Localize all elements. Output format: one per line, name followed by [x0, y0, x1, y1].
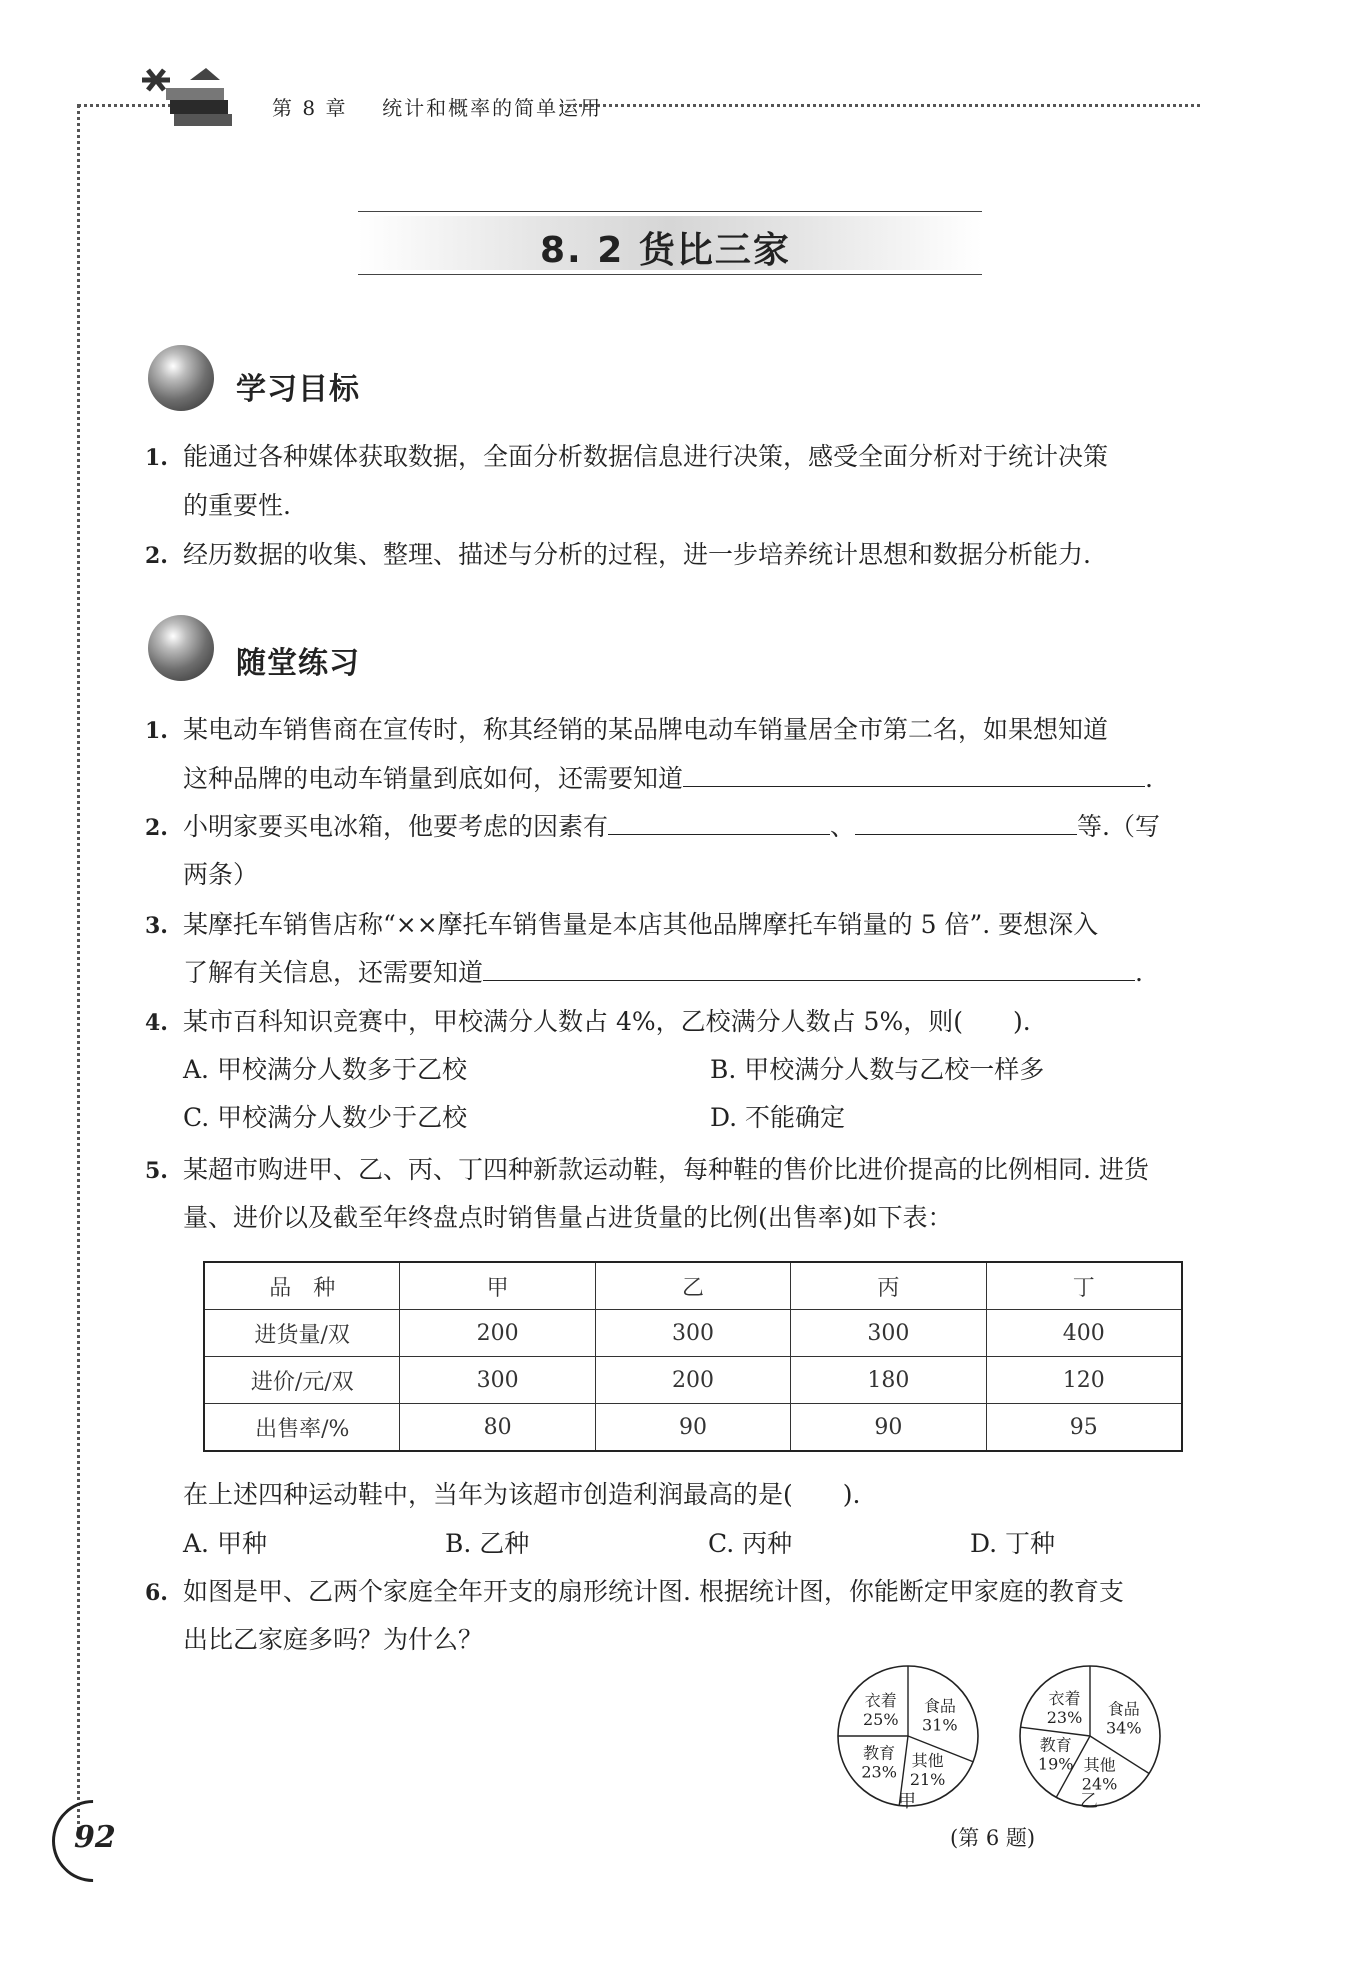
- chapter-header: [272, 92, 602, 121]
- q5-line-1: 某超市购进甲、乙、丙、丁四种新款运动鞋，每种鞋的售价比进价提高的比例相同. 进货: [183, 1155, 1149, 1184]
- pie-name-jia: 甲: [898, 1791, 916, 1812]
- chapter-title: 统计和概率的简单运用: [382, 96, 603, 120]
- table-cell: 300: [791, 1310, 986, 1357]
- q1-end: .: [1145, 764, 1153, 793]
- q4-option-d[interactable]: D. 不能确定: [710, 1103, 846, 1132]
- goal-1-number: 1.: [145, 445, 168, 471]
- q2-answer-blank-1[interactable]: [608, 810, 830, 835]
- goal-1-line-1: 能通过各种媒体获取数据，全面分析数据信息进行决策，感受全面分析对于统计决策: [183, 442, 1109, 471]
- pie-slice-label: 教育: [1039, 1735, 1072, 1755]
- table-row-label: 进价/元/双: [204, 1357, 400, 1404]
- q5-data-table: [203, 1261, 1183, 1452]
- table-header-row: [204, 1262, 1182, 1310]
- q1-line-2-text: 这种品牌的电动车销量到底如何，还需要知道: [183, 764, 684, 793]
- pie-slice-label: 衣着: [1048, 1689, 1081, 1709]
- table-header-cell: 丙: [791, 1262, 986, 1310]
- q6-number: 6.: [145, 1580, 168, 1606]
- title-rule-top: [358, 211, 982, 212]
- q6-line-1: 如图是甲、乙两个家庭全年开支的扇形统计图. 根据统计图，你能断定甲家庭的教育支: [183, 1577, 1124, 1606]
- q2-line-1-text: 小明家要买电冰箱，他要考虑的因素有: [183, 812, 609, 841]
- pie-slice-value: 34%: [1105, 1718, 1142, 1738]
- q4-stem: 某市百科知识竞赛中，甲校满分人数占 4%，乙校满分人数占 5%，则( ).: [183, 1007, 1031, 1036]
- table-cell: 120: [986, 1357, 1182, 1404]
- pie-slice-value: 19%: [1037, 1754, 1074, 1774]
- q1-line-1: 某电动车销售商在宣传时，称其经销的某品牌电动车销量居全市第二名，如果想知道: [183, 715, 1109, 744]
- page-margin-dots: [77, 105, 80, 1830]
- practice-heading: 随堂练习: [236, 646, 360, 681]
- q5-option-a[interactable]: A. 甲种: [183, 1529, 267, 1558]
- pie-slice-value: 31%: [922, 1715, 958, 1735]
- q3-line-2-text: 了解有关信息，还需要知道: [183, 958, 484, 987]
- pie-slice-label: 其他: [1083, 1755, 1116, 1775]
- pie-slice-value: 23%: [1046, 1708, 1083, 1728]
- pie-slice-value: 21%: [909, 1770, 946, 1790]
- table-header-cell: 品 种: [204, 1262, 400, 1310]
- goals-heading: 学习目标: [236, 372, 360, 407]
- q5-question: 在上述四种运动鞋中，当年为该超市创造利润最高的是( ).: [183, 1480, 861, 1509]
- pie-slice-label: 其他: [911, 1751, 944, 1771]
- q4-option-a[interactable]: A. 甲校满分人数多于乙校: [183, 1055, 467, 1084]
- q4-option-b[interactable]: B. 甲校满分人数与乙校一样多: [710, 1055, 1045, 1084]
- goal-2-number: 2.: [145, 543, 168, 569]
- table-header-cell: 丁: [986, 1262, 1182, 1310]
- chapter-logo-icon: [130, 60, 242, 140]
- table-header-cell: 乙: [595, 1262, 790, 1310]
- chapter-number: 第 8 章: [272, 96, 348, 120]
- pie-slice-label: 食品: [923, 1696, 956, 1716]
- q3-end: .: [1135, 958, 1143, 987]
- goal-2-line-1: 经历数据的收集、整理、描述与分析的过程，进一步培养统计思想和数据分析能力.: [183, 540, 1091, 569]
- table-cell: 200: [400, 1310, 595, 1357]
- q5-line-2: 量、进价以及截至年终盘点时销售量占进货量的比例(出售率)如下表：: [183, 1203, 953, 1232]
- pie-slice-label: 教育: [863, 1743, 896, 1763]
- table-row: [204, 1357, 1182, 1404]
- q1-number: 1.: [145, 718, 168, 744]
- q3-line-2: [183, 956, 1143, 990]
- q2-separator: 、: [830, 812, 856, 841]
- table-cell: 95: [986, 1404, 1182, 1452]
- q2-number: 2.: [145, 815, 168, 841]
- pie-slice-label: 食品: [1107, 1699, 1140, 1719]
- goals-globe-icon: [148, 345, 214, 411]
- q5-option-c[interactable]: C. 丙种: [708, 1529, 793, 1558]
- q4-option-c[interactable]: C. 甲校满分人数少于乙校: [183, 1103, 468, 1132]
- pie-name-yi: 乙: [1080, 1791, 1098, 1812]
- q5-option-d[interactable]: D. 丁种: [970, 1529, 1056, 1558]
- table-cell: 400: [986, 1310, 1182, 1357]
- table-cell: 90: [791, 1404, 986, 1452]
- q3-line-1: 某摩托车销售店称“××摩托车销售量是本店其他品牌摩托车销量的 5 倍”. 要想深入: [183, 910, 1099, 939]
- table-cell: 180: [791, 1357, 986, 1404]
- table-row: [204, 1404, 1182, 1452]
- practice-globe-icon: [148, 615, 214, 681]
- q4-number: 4.: [145, 1010, 168, 1036]
- q6-figure-caption: (第 6 题): [950, 1826, 1036, 1850]
- pie-slice-value: 25%: [862, 1709, 899, 1729]
- section-title: 8. 2 货比三家: [540, 230, 791, 271]
- table-header-cell: 甲: [400, 1262, 595, 1310]
- q2-answer-blank-2[interactable]: [855, 810, 1077, 835]
- table-cell: 300: [400, 1357, 595, 1404]
- table-row: [204, 1310, 1182, 1357]
- table-cell: 200: [595, 1357, 790, 1404]
- header-dots-right: [560, 104, 1200, 107]
- q1-answer-blank[interactable]: [683, 762, 1145, 787]
- page-number: 92: [74, 1820, 116, 1855]
- table-row-label: 进货量/双: [204, 1310, 400, 1357]
- goal-1-line-2: 的重要性.: [183, 491, 291, 520]
- table-cell: 80: [400, 1404, 595, 1452]
- q5-number: 5.: [145, 1158, 168, 1184]
- title-rule-bottom: [358, 274, 982, 275]
- q1-line-2: [183, 762, 1153, 796]
- q2-line-1: [183, 810, 1160, 844]
- q5-option-b[interactable]: B. 乙种: [445, 1529, 530, 1558]
- q3-answer-blank[interactable]: [483, 956, 1135, 981]
- q2-line-1-end: 等.（写: [1077, 812, 1160, 841]
- pie-slice-label: 衣着: [864, 1690, 897, 1710]
- table-cell: 300: [595, 1310, 790, 1357]
- q6-line-2: 出比乙家庭多吗？为什么？: [183, 1625, 484, 1654]
- table-cell: 90: [595, 1404, 790, 1452]
- pie-slice-value: 24%: [1081, 1774, 1118, 1794]
- pie-slice-value: 23%: [861, 1762, 897, 1782]
- q2-line-2: 两条）: [183, 860, 259, 889]
- table-row-label: 出售率/%: [204, 1404, 400, 1452]
- q3-number: 3.: [145, 913, 168, 939]
